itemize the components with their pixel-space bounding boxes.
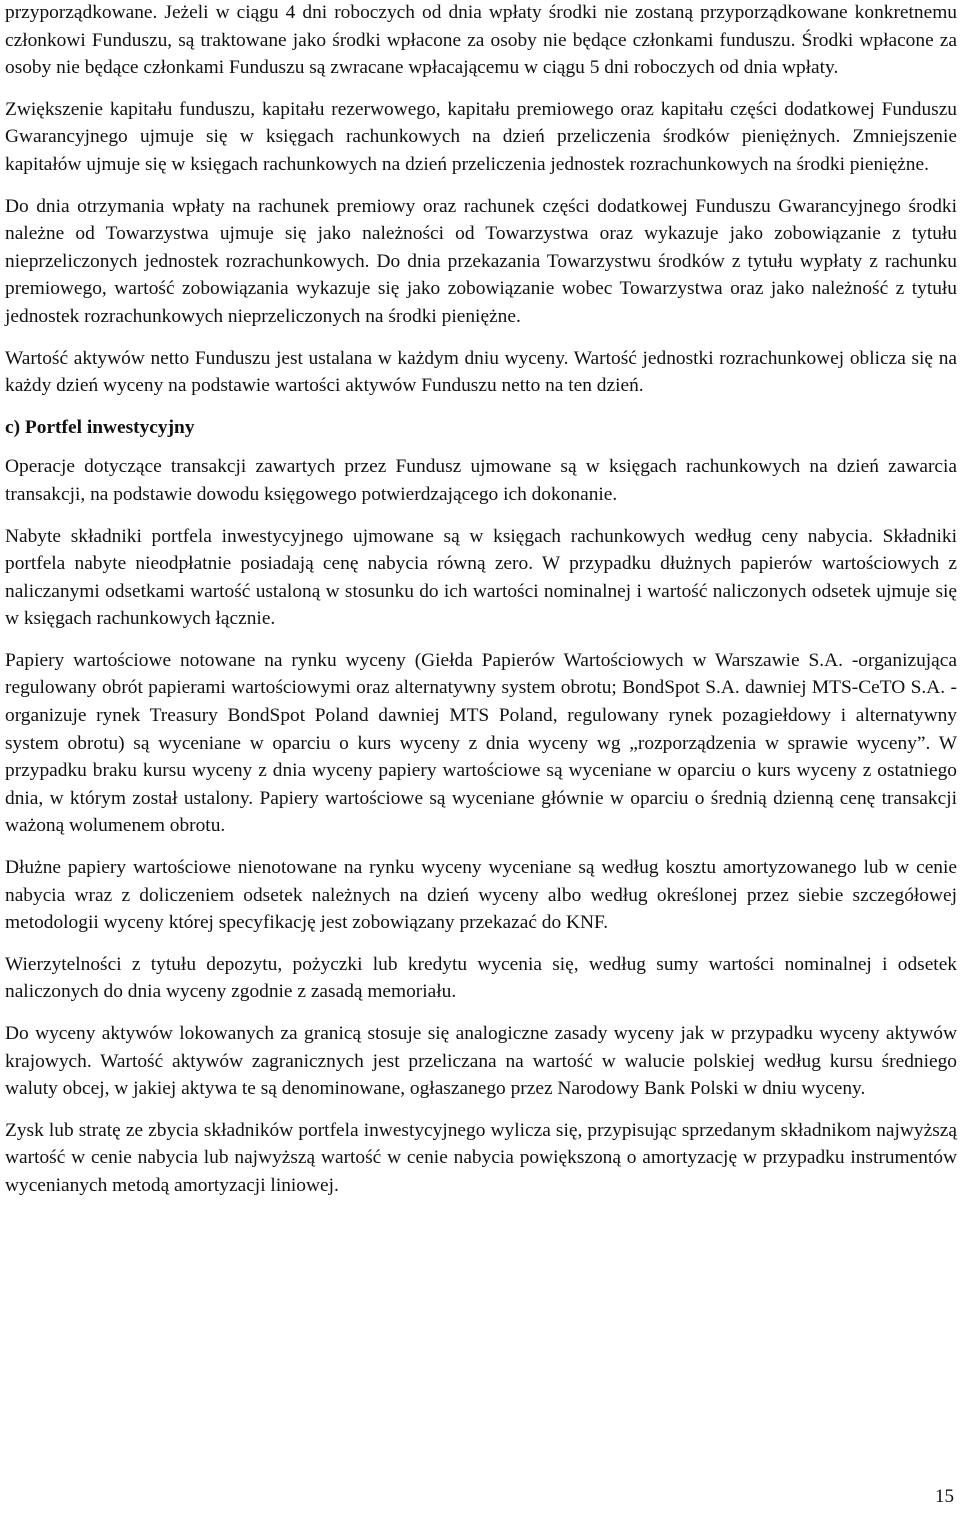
paragraph-contributions-assignment: przyporządkowane. Jeżeli w ciągu 4 dni roboczych od dnia wpłaty środki nie zostaną przyporządkowane konkretnemu członkowi Funduszu, są traktowane jako środki wpłacone za osoby nie będące członkami funduszu. Środki wpłacone za osoby nie będące członkami Funduszu są zwracane wpłacającemu w ciągu 5 dni roboczych od dnia wpłaty. (5, 2, 957, 79)
section-heading-investment-portfolio: c) Portfel inwestycyjny (5, 416, 195, 438)
paragraph-acquired-components: Nabyte składniki portfela inwestycyjnego ujmowane są w księgach rachunkowych według ceny nabycia. Składniki portfela nabyte nieodpłatnie posiadają cenę nabycia równą zero. W przypadku dłużnych papierów wartościowych z naliczanymi odsetkami wartość ustaloną w stosunku do ich wartości nominalnej i wartość naliczonych odsetek ujmuje się w księgach rachunkowych łącznie. (5, 525, 957, 630)
page-number: 15 (935, 1486, 954, 1507)
paragraph-foreign-assets: Do wyceny aktywów lokowanych za granicą stosuje się analogiczne zasady wyceny jak w przypadku wyceny aktywów krajowych. Wartość aktywów zagranicznych jest przeliczana na wartość w walucie polskiej według kursu średniego waluty obcej, w jakiej aktywa te są denominowane, ogłaszanego przez Narodowy Bank Polski w dniu wyceny. (5, 1023, 957, 1100)
paragraph-premium-account: Do dnia otrzymania wpłaty na rachunek premiowy oraz rachunek części dodatkowej Funduszu Gwarancyjnego środki należne od Towarzystwa ujmuje się jako należności od Towarzystwa oraz wykazuje jako zobowiązanie z tytułu nieprzeliczonych jednostek rozrachunkowych. Do dnia przekazania Towarzystwu środków z tytułu wypłaty z rachunku premiowego, wartość zobowiązania wykazuje się jako zobowiązanie wobec Towarzystwa oraz jako należność z tytułu jednostek rozrachunkowych nieprzeliczonych na środki pieniężne. (5, 195, 957, 327)
paragraph-transaction-operations: Operacje dotyczące transakcji zawartych przez Fundusz ujmowane są w księgach rachunkowych na dzień zawarcia transakcji, na podstawie dowodu księgowego potwierdzającego ich dokonanie. (5, 456, 957, 505)
paragraph-unlisted-debt-securities: Dłużne papiery wartościowe nienotowane na rynku wyceny wyceniane są według kosztu amortyzowanego lub w cenie nabycia wraz z doliczeniem odsetek należnych na dzień wyceny albo według określonej przez siebie szczegółowej metodologii wyceny której specyfikację jest zobowiązany przekazać do KNF. (5, 857, 957, 934)
paragraph-net-asset-value: Wartość aktywów netto Funduszu jest ustalana w każdym dniu wyceny. Wartość jednostki rozrachunkowej oblicza się na każdy dzień wyceny na podstawie wartości aktywów Funduszu netto na ten dzień. (5, 347, 957, 397)
paragraph-listed-securities: Papiery wartościowe notowane na rynku wyceny (Giełda Papierów Wartościowych w Warszawie S.A. -organizująca regulowany obrót papierami wartościowymi oraz alternatywny system obrotu; BondSpot S.A. dawniej MTS-CeTO S.A. - organizuje rynek Treasury BondSpot Poland dawniej MTS Poland, regulowany rynek pozagiełdowy i alternatywny system obrotu) są wyceniane w oparciu o kurs wyceny z dnia wyceny wg „rozporządzenia w sprawie wyceny”. W przypadku braku kursu wyceny z dnia wyceny papiery wartościowe są wyceniane w oparciu o kurs wyceny z ostatniego dnia, w którym został ustalony. Papiery wartościowe są wyceniane głównie w oparciu o średnią dzienną cenę transakcji ważoną wolumenem obrotu. (5, 649, 957, 837)
paragraph-receivables: Wierzytelności z tytułu depozytu, pożyczki lub kredytu wycenia się, według sumy wartości nominalnej i odsetek naliczonych do dnia wyceny zgodnie z zasadą memoriału. (5, 953, 957, 1003)
paragraph-profit-loss: Zysk lub stratę ze zbycia składników portfela inwestycyjnego wylicza się, przypisując sprzedanym składnikom najwyższą wartość w cenie nabycia lub najwyższą wartość w cenie nabycia powiększoną o amortyzację w przypadku instrumentów wycenianych metodą amortyzacji liniowej. (5, 1119, 957, 1196)
document-page (5, 0, 957, 1214)
paragraph-capital-increase: Zwiększenie kapitału funduszu, kapitału rezerwowego, kapitału premiowego oraz kapitału części dodatkowej Funduszu Gwarancyjnego ujmuje się w księgach rachunkowych na dzień przeliczenia środków pieniężnych. Zmniejszenie kapitałów ujmuje się w księgach rachunkowych na dzień przeliczenia jednostek rozrachunkowych na środki pieniężne. (5, 98, 957, 175)
